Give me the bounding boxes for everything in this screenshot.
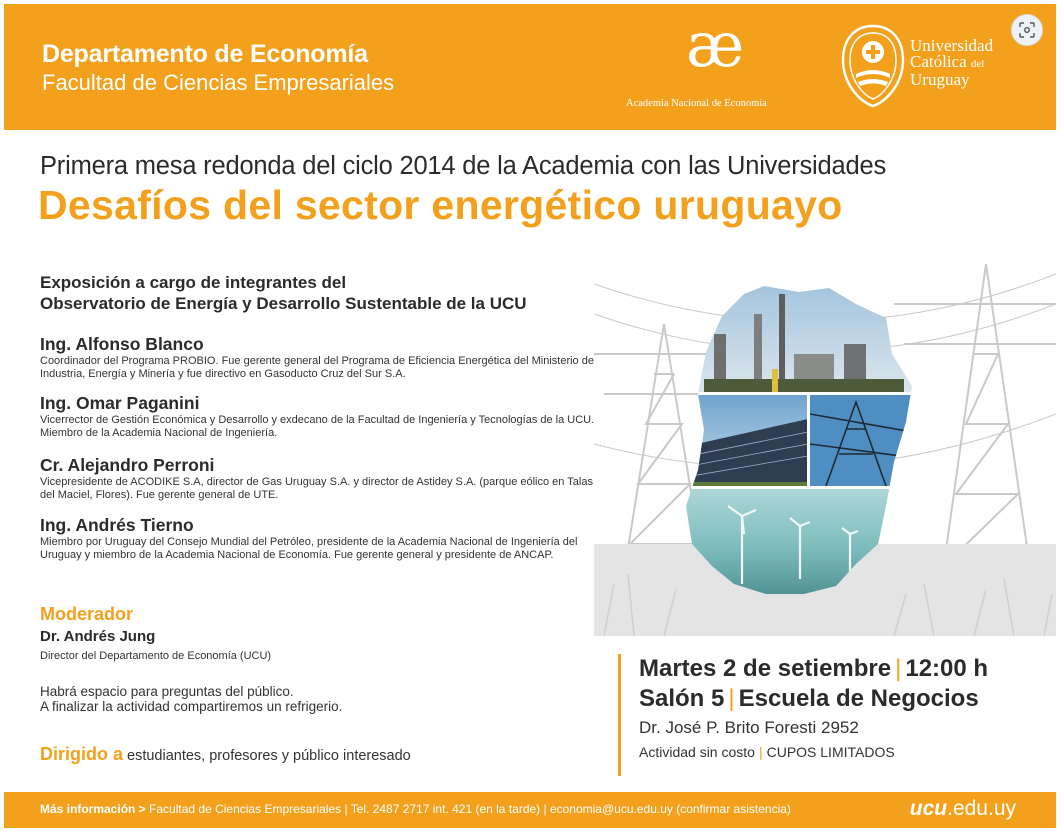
ucu-seal-icon (840, 24, 906, 108)
ae-monogram-icon: æ (686, 8, 745, 81)
speaker-description: Vicerrector de Gestión Económica y Desarrollo y exdecano de la Facultad de Ingeniería y Tecnologías de la UCU. Miembro de la Academia Nacional de Ingeniería. (40, 414, 595, 439)
academia-logo (622, 8, 818, 120)
moderator-name: Dr. Andrés Jung (40, 628, 156, 645)
more-info-label: Más información > (40, 802, 146, 816)
screenshot-button[interactable] (1011, 14, 1043, 46)
event-date: Martes 2 de setiembre (639, 655, 892, 682)
event-title: Desafíos del sector energético uruguayo (38, 182, 843, 228)
department-block (42, 40, 394, 96)
speaker-description: Vicepresidente de ACODIKE S.A, director de Gas Uruguay S.A. y director de Astidey S.A. (parque eólico en Talas del Maciel, Flores). Fue gerente general de UTE. (40, 476, 593, 501)
audience-line (40, 744, 411, 765)
speaker-item (40, 515, 610, 562)
event-address: Dr. José P. Brito Foresti 2952 (639, 718, 859, 737)
moderator-heading: Moderador (40, 604, 134, 624)
event-cost: Actividad sin costo | CUPOS LIMITADOS (639, 744, 895, 760)
exposition-heading: Exposición a cargo de integrantes del Observatorio de Energía y Desarrollo Sustentable de la UCU (40, 273, 527, 313)
event-notes: Habrá espacio para preguntas del público. A finalizar la actividad compartiremos un refrigerio. (40, 684, 343, 714)
speaker-item (40, 455, 610, 502)
speaker-item (40, 393, 610, 440)
faculty-name: Facultad de Ciencias Empresariales (42, 70, 395, 95)
event-time: 12:00 h (905, 655, 989, 682)
scan-capture-icon (1019, 22, 1035, 38)
event-room: Salón 5 (639, 685, 725, 712)
speaker-item (40, 334, 610, 381)
audience-text: estudiantes, profesores y público interesado (127, 748, 411, 764)
event-datetime: Martes 2 de setiembre | 12:00 h (639, 655, 989, 682)
event-details (618, 654, 988, 776)
event-subtitle: Primera mesa redonda del ciclo 2014 de la Academia con las Universidades (40, 152, 886, 180)
moderator-description: Director del Departamento de Economía (UCU) (40, 650, 272, 662)
limited-seats: CUPOS LIMITADOS (766, 744, 895, 760)
header-band (4, 4, 1056, 130)
department-name: Departamento de Economía (42, 40, 368, 68)
event-venue: Escuela de Negocios (738, 685, 979, 712)
event-location: Salón 5 | Escuela de Negocios (639, 685, 979, 712)
speaker-name: Cr. Alejandro Perroni (40, 455, 215, 475)
ucu-website-link[interactable]: ucu.edu.uy (909, 797, 1016, 820)
energy-illustration (594, 244, 1056, 636)
speaker-name: Ing. Alfonso Blanco (40, 334, 204, 354)
footer-details: Facultad de Ciencias Empresariales | Tel. 2487 2717 int. 421 (en la tarde) | economia@ucu.edu.uy (confirmar asistencia) (149, 802, 791, 816)
speaker-name: Ing. Andrés Tierno (40, 515, 194, 535)
ucu-logo-text: Universidad Católica del Uruguay (910, 36, 994, 89)
speaker-name: Ing. Omar Paganini (40, 393, 200, 413)
event-poster (4, 4, 1056, 828)
speaker-description: Coordinador del Programa PROBIO. Fue gerente general del Programa de Eficiencia Energética del Ministerio de Industria, Energía y Minería y fue directivo en Gasoducto Cruz del Sur S.A. (40, 355, 594, 380)
academia-logo-text: Academia Nacional de Economía (626, 98, 767, 109)
footer-band (4, 792, 1056, 828)
speaker-description: Miembro por Uruguay del Consejo Mundial del Petróleo, presidente de la Academia Nacional de Ingeniería del Uruguay y miembro de la Academia Nacional de Economía. Fue gerente general y presidente de ANCAP. (40, 536, 578, 561)
ucu-logo (840, 24, 1020, 112)
footer-contact (40, 802, 791, 816)
audience-highlight: Dirigido a (40, 744, 124, 764)
